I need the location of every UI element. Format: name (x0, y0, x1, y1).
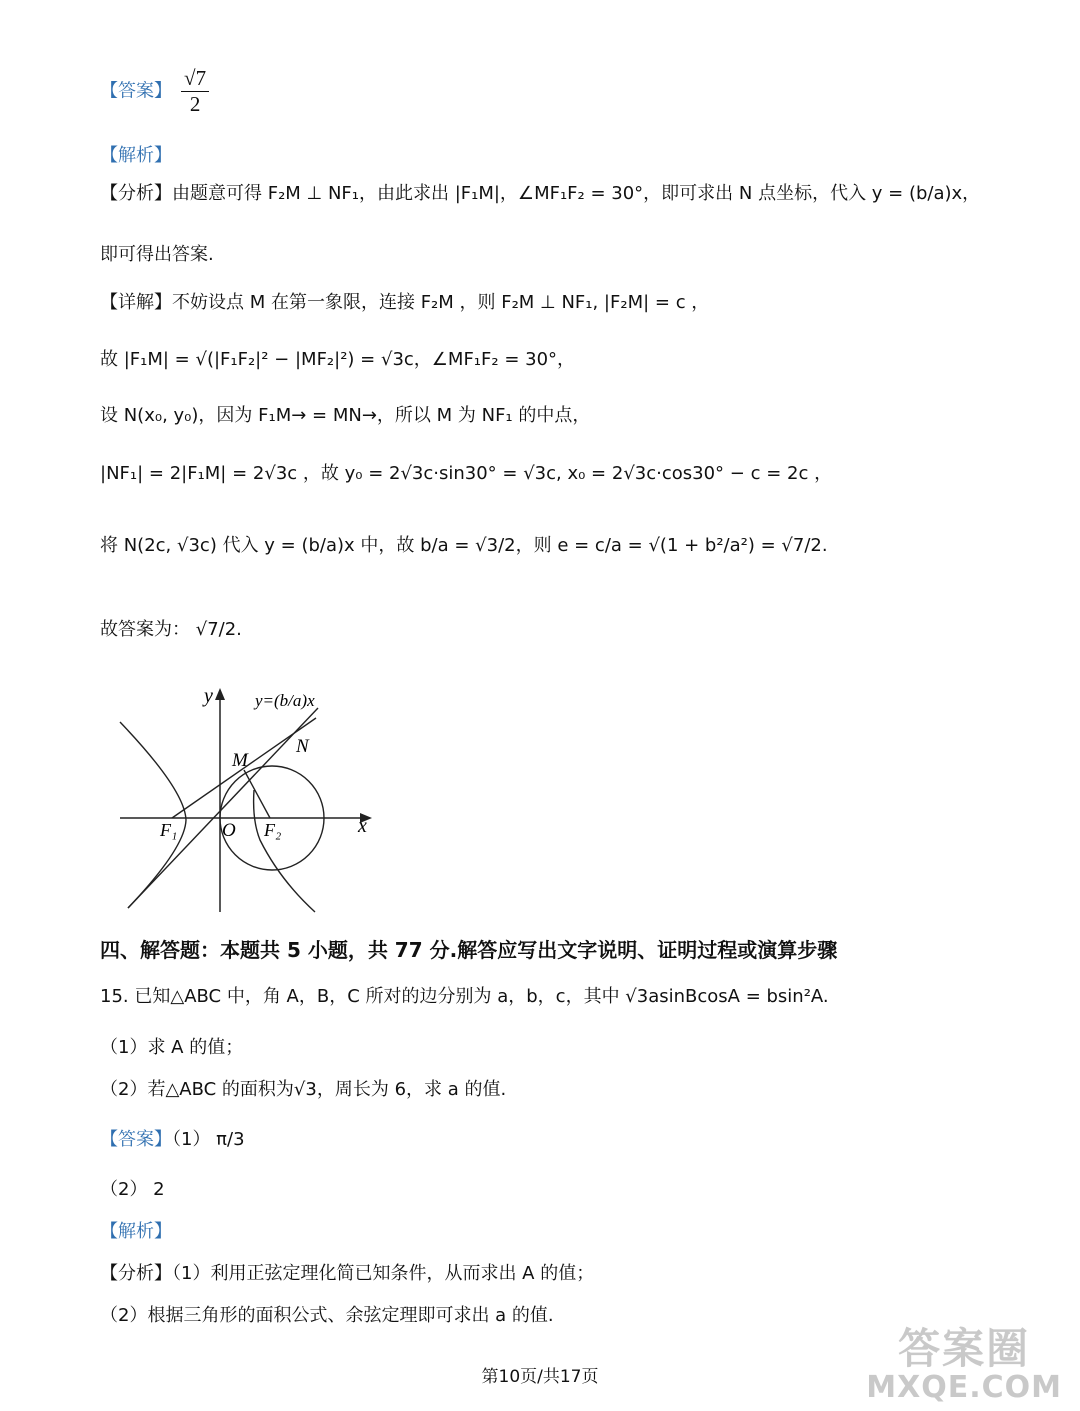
section-heading: 四、解答题：本题共 5 小题，共 77 分.解答应写出文字说明、证明过程或演算步骤 (100, 938, 838, 962)
y-axis-arrow (215, 688, 225, 700)
watermark-line-2: MXQE.COM (866, 1369, 1062, 1405)
detail-text-6: 故答案为： √7/2. (100, 619, 242, 640)
detail-line-2 (100, 350, 575, 369)
answer-fraction: $\frac{√7}{2}$ (181, 68, 209, 115)
jiexi-tag: 【解析】 (100, 145, 172, 166)
analysis-text-1: 由题意可得 F₂M ⊥ NF₁，由此求出 |F₁M|，∠MF₁F₂ = 30°，即可求出 N 点坐标，代入 y = (b/a)x， (172, 183, 981, 204)
detail-text-4: |NF₁| = 2|F₁M| = 2√3c ，故 y₀ = 2√3c·sin30° = √3c, x₀ = 2√3c·cos30° − c = 2c ， (100, 463, 833, 484)
detail-text-2: 故 |F₁M| = √(|F₁F₂|² − |MF₂|²) = √3c，∠MF₁F₂ = 30°， (100, 349, 576, 370)
label-o: O (222, 820, 236, 841)
q15-analysis-tag: 【分析】 (100, 1263, 172, 1284)
detail-line-6 (100, 620, 242, 639)
segment-f2-m (244, 770, 270, 818)
q15-part2-text: （2）若△ABC 的面积为√3，周长为 6，求 a 的值. (100, 1079, 507, 1100)
analysis-line-2 (100, 245, 214, 264)
hyperbola-right-branch (254, 790, 315, 912)
analysis-text-2: 即可得出答案. (100, 244, 214, 265)
analysis-tag: 【分析】 (100, 183, 172, 204)
q15-jiexi-tag: 【解析】 (100, 1221, 172, 1242)
hyperbola-figure (110, 680, 390, 920)
watermark (866, 1324, 1062, 1405)
detail-text-3: 设 N(x₀, y₀)，因为 F₁M→ = MN→，所以 M 为 NF₁ 的中点， (100, 405, 591, 426)
detail-line-4 (100, 464, 832, 483)
q15-analysis2 (100, 1306, 554, 1325)
detail-line-3 (100, 406, 590, 425)
answer-tag: 【答案】 (100, 80, 172, 102)
detail-text-1: 不妨设点 M 在第一象限，连接 F₂M ，则 F₂M ⊥ NF₁, |F₂M| = c ， (172, 292, 710, 313)
q15-analysis1 (100, 1264, 594, 1283)
detail-tag: 【详解】 (100, 292, 172, 313)
label-y: y (204, 685, 213, 707)
answer-line (100, 68, 212, 115)
jiexi-line (100, 146, 172, 165)
detail-line-1 (100, 293, 709, 312)
q15-part2 (100, 1080, 506, 1099)
q15-answer2-text: （2） 2 (100, 1179, 165, 1200)
q15-part1-text: （1）求 A 的值； (100, 1037, 244, 1058)
detail-text-5: 将 N(2c, √3c) 代入 y = (b/a)x 中，故 b/a = √3/2，则 e = c/a = √(1 + b²/a²) = √7/2. (100, 535, 828, 556)
q15-stem-text: 15. 已知△ABC 中，角 A，B，C 所对的边分别为 a，b，c，其中 √3asinBcosA = bsin²A. (100, 986, 829, 1007)
label-m: M (232, 750, 248, 771)
detail-line-5 (100, 536, 828, 555)
label-f2: F₂ (264, 820, 282, 840)
asymptote (128, 708, 318, 908)
label-x: x (358, 815, 367, 837)
analysis-line-1 (100, 184, 980, 203)
q15-answer1-text: （1） π/3 (172, 1129, 245, 1150)
q15-answer1 (100, 1130, 245, 1149)
q15-analysis1-text: （1）利用正弦定理化简已知条件，从而求出 A 的值； (172, 1263, 595, 1284)
label-f1: F₁ (160, 820, 178, 840)
watermark-line-1: 答案圈 (898, 1324, 1031, 1374)
page-footer: 第10页/共17页 (481, 1367, 599, 1387)
q15-stem (100, 987, 829, 1006)
q15-analysis2-text: （2）根据三角形的面积公式、余弦定理即可求出 a 的值. (100, 1305, 554, 1326)
label-asymptote: y=(b/a)x (255, 691, 315, 710)
q15-answer2 (100, 1180, 165, 1199)
label-n: N (296, 736, 309, 757)
q15-answer-tag: 【答案】 (100, 1129, 172, 1150)
q15-jiexi (100, 1222, 172, 1241)
q15-part1 (100, 1038, 243, 1057)
